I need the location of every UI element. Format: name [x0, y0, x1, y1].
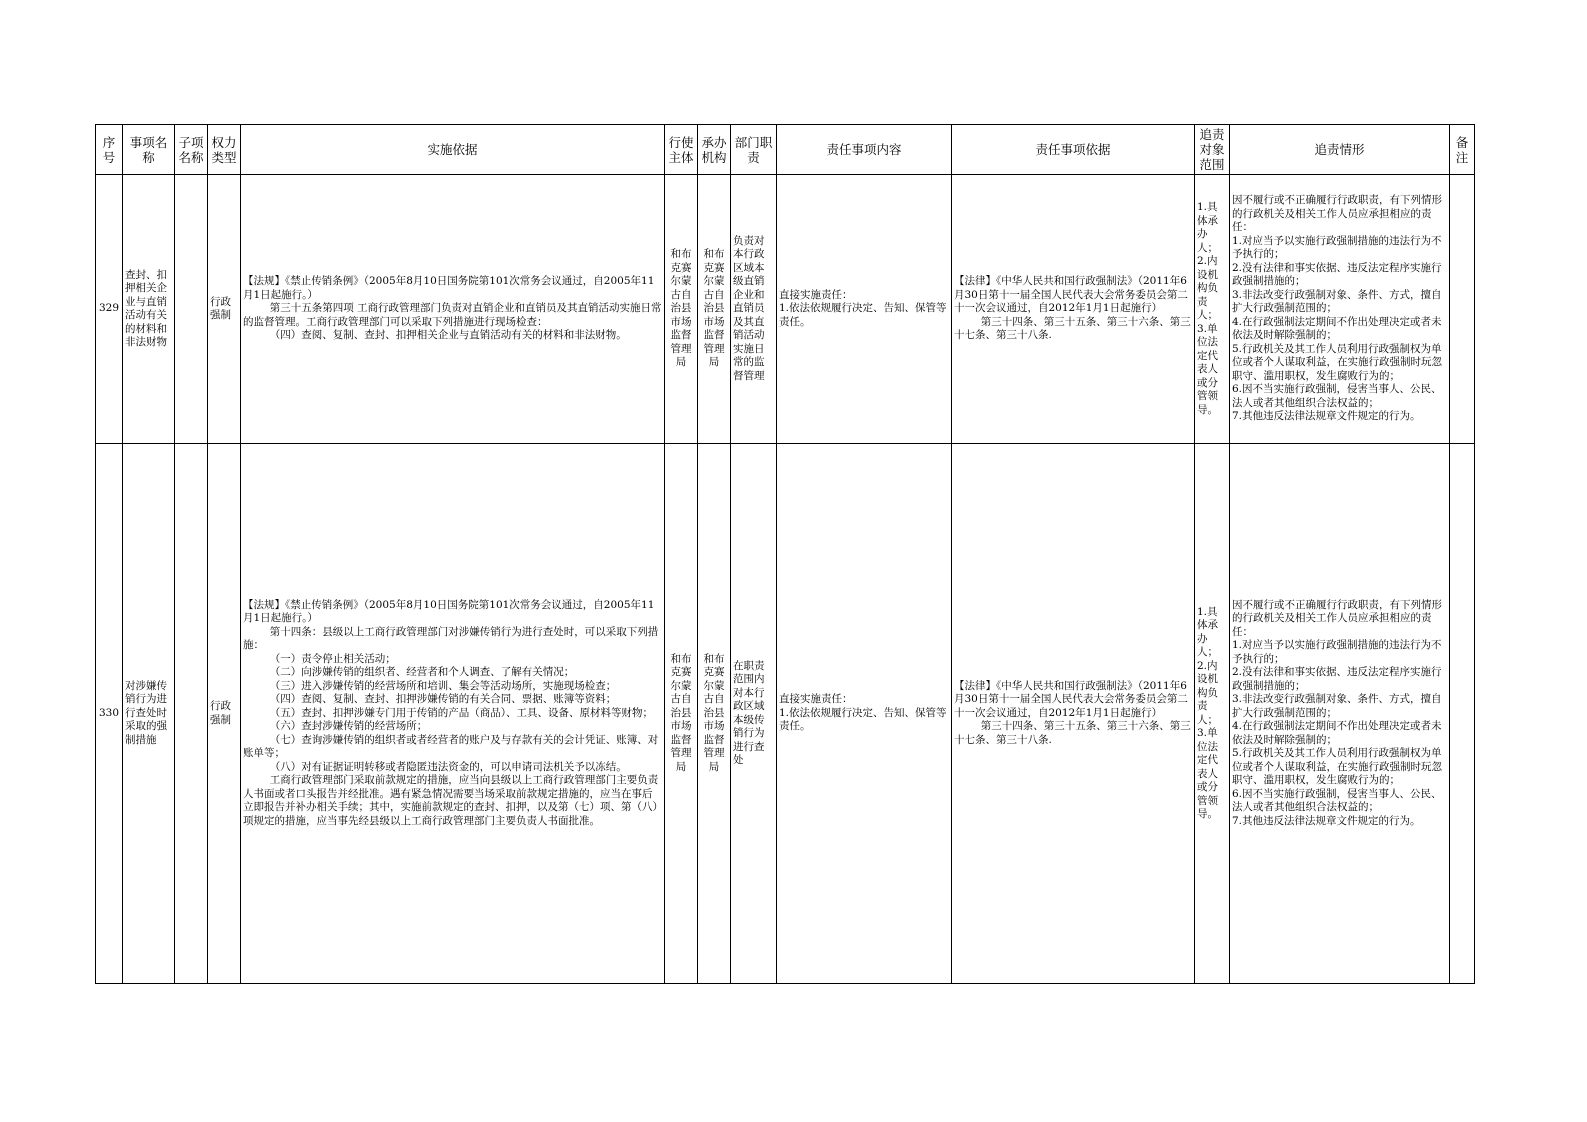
header-sub-item: 子项名称 [175, 125, 208, 175]
header-row [96, 125, 1475, 175]
header-org: 承办机构 [698, 125, 731, 175]
header-situation: 追责情形 [1230, 125, 1450, 175]
cell-item-name: 查封、扣押相关企业与直销活动有关的材料和非法财物 [123, 175, 175, 444]
cell-remark [1450, 444, 1475, 984]
cell-remark [1450, 175, 1475, 444]
header-duty: 部门职责 [731, 125, 777, 175]
cell-basis: 【法规】《禁止传销条例》（2005年8月10日国务院第101次常务会议通过，自2005年11月1日起施行。） 第三十五条第四项 工商行政管理部门负责对直销企业和直销员及其直销活动实施日常的监督管理。工商行政管理部门可以采取下列措施进行现场检查： （四）查阅、复制、查封、扣押相关企业与直销活动有关的材料和非法财物。 [241, 175, 665, 444]
cell-seq: 329 [96, 175, 123, 444]
cell-resp-content: 直接实施责任： 1.依法依规履行决定、告知、保管等责任。 [777, 175, 952, 444]
cell-subject: 和布克赛尔蒙古自治县市场监督管理局 [665, 444, 698, 984]
cell-scope: 1.具体承办人； 2.内设机构负责人； 3.单位法定代表人或分管领导。 [1195, 175, 1230, 444]
table-row [96, 175, 1475, 444]
cell-subject: 和布克赛尔蒙古自治县市场监督管理局 [665, 175, 698, 444]
cell-scope: 1.具体承办人； 2.内设机构负责人； 3.单位法定代表人或分管领导。 [1195, 444, 1230, 984]
cell-situation: 因不履行或不正确履行行政职责，有下列情形的行政机关及相关工作人员应承担相应的责任： 1.对应当予以实施行政强制措施的违法行为不予执行的； 2.没有法律和事实依据、违反法定程序实施行政强制措施的； 3.非法改变行政强制对象、条件、方式，擅自扩大行政强制范围的； 4.在行政强制法定期间不作出处理决定或者未依法及时解除强制的； 5.行政机关及其工作人员利用行政强制权为单位或者个人谋取利益，在实施行政强制时玩忽职守、滥用职权，发生腐败行为的； 6.因不当实施行政强制，侵害当事人、公民、法人或者其他组织合法权益的； 7.其他违反法律法规章文件规定的行为。 [1230, 175, 1450, 444]
cell-situation: 因不履行或不正确履行行政职责，有下列情形的行政机关及相关工作人员应承担相应的责任： 1.对应当予以实施行政强制措施的违法行为不予执行的； 2.没有法律和事实依据、违反法定程序实施行政强制措施的； 3.非法改变行政强制对象、条件、方式，擅自扩大行政强制范围的； 4.在行政强制法定期间不作出处理决定或者未依法及时解除强制的； 5.行政机关及其工作人员利用行政强制权为单位或者个人谋取利益，在实施行政强制时玩忽职守、滥用职权，发生腐败行为的； 6.因不当实施行政强制，侵害当事人、公民、法人或者其他组织合法权益的； 7.其他违反法律法规章文件规定的行为。 [1230, 444, 1450, 984]
cell-sub-item [175, 175, 208, 444]
cell-resp-basis: 【法律】《中华人民共和国行政强制法》（2011年6月30日第十一届全国人民代表大会常务委员会第二十一次会议通过，自2012年1月1日起施行） 第三十四条、第三十五条、第三十六条、第三十七条、第三十八条. [952, 175, 1195, 444]
header-subject: 行使主体 [665, 125, 698, 175]
cell-org: 和布克赛尔蒙古自治县市场监督管理局 [698, 175, 731, 444]
header-scope: 追责对象范围 [1195, 125, 1230, 175]
header-resp-basis: 责任事项依据 [952, 125, 1195, 175]
cell-resp-basis: 【法律】《中华人民共和国行政强制法》（2011年6月30日第十一届全国人民代表大会常务委员会第二十一次会议通过，自2012年1月1日起施行） 第三十四条、第三十五条、第三十六条、第三十七条、第三十八条. [952, 444, 1195, 984]
cell-power-type: 行政强制 [208, 444, 241, 984]
cell-basis: 【法规】《禁止传销条例》（2005年8月10日国务院第101次常务会议通过，自2005年11月1日起施行。） 第十四条：县级以上工商行政管理部门对涉嫌传销行为进行查处时，可以采取下列措施： （一）责令停止相关活动； （二）向涉嫌传销的组织者、经营者和个人调查、了解有关情况； （三）进入涉嫌传销的经营场所和培训、集会等活动场所，实施现场检查； （四）查阅、复制、查封、扣押涉嫌传销的有关合同、票据、账簿等资料； （五）查封、扣押涉嫌专门用于传销的产品（商品）、工具、设备、原材料等财物； （六）查封涉嫌传销的经营场所； （七）查询涉嫌传销的组织者或者经营者的账户及与存款有关的会计凭证、账簿、对账单等； （八）对有证据证明转移或者隐匿违法资金的，可以申请司法机关予以冻结。 工商行政管理部门采取前款规定的措施，应当向县级以上工商行政管理部门主要负责人书面或者口头报告并经批准。遇有紧急情况需要当场采取前款规定措施的，应当在事后立即报告并补办相关手续；其中，实施前款规定的查封、扣押，以及第（七）项、第（八）项规定的措施，应当事先经县级以上工商行政管理部门主要负责人书面批准。 [241, 444, 665, 984]
cell-item-name: 对涉嫌传销行为进行查处时采取的强制措施 [123, 444, 175, 984]
header-remark: 备注 [1450, 125, 1475, 175]
cell-resp-content: 直接实施责任： 1.依法依规履行决定、告知、保管等责任。 [777, 444, 952, 984]
cell-sub-item [175, 444, 208, 984]
header-power-type: 权力类型 [208, 125, 241, 175]
cell-power-type: 行政强制 [208, 175, 241, 444]
cell-org: 和布克赛尔蒙古自治县市场监督管理局 [698, 444, 731, 984]
cell-seq: 330 [96, 444, 123, 984]
header-seq: 序号 [96, 125, 123, 175]
header-item-name: 事项名称 [123, 125, 175, 175]
cell-duty: 负责对本行政区域本级直销企业和直销员及其直销活动实施日常的监督管理 [731, 175, 777, 444]
header-resp-content: 责任事项内容 [777, 125, 952, 175]
cell-duty: 在职责范围内对本行政区域本级传销行为进行查处 [731, 444, 777, 984]
table-row [96, 444, 1475, 984]
header-basis: 实施依据 [241, 125, 665, 175]
responsibility-table [95, 124, 1475, 984]
